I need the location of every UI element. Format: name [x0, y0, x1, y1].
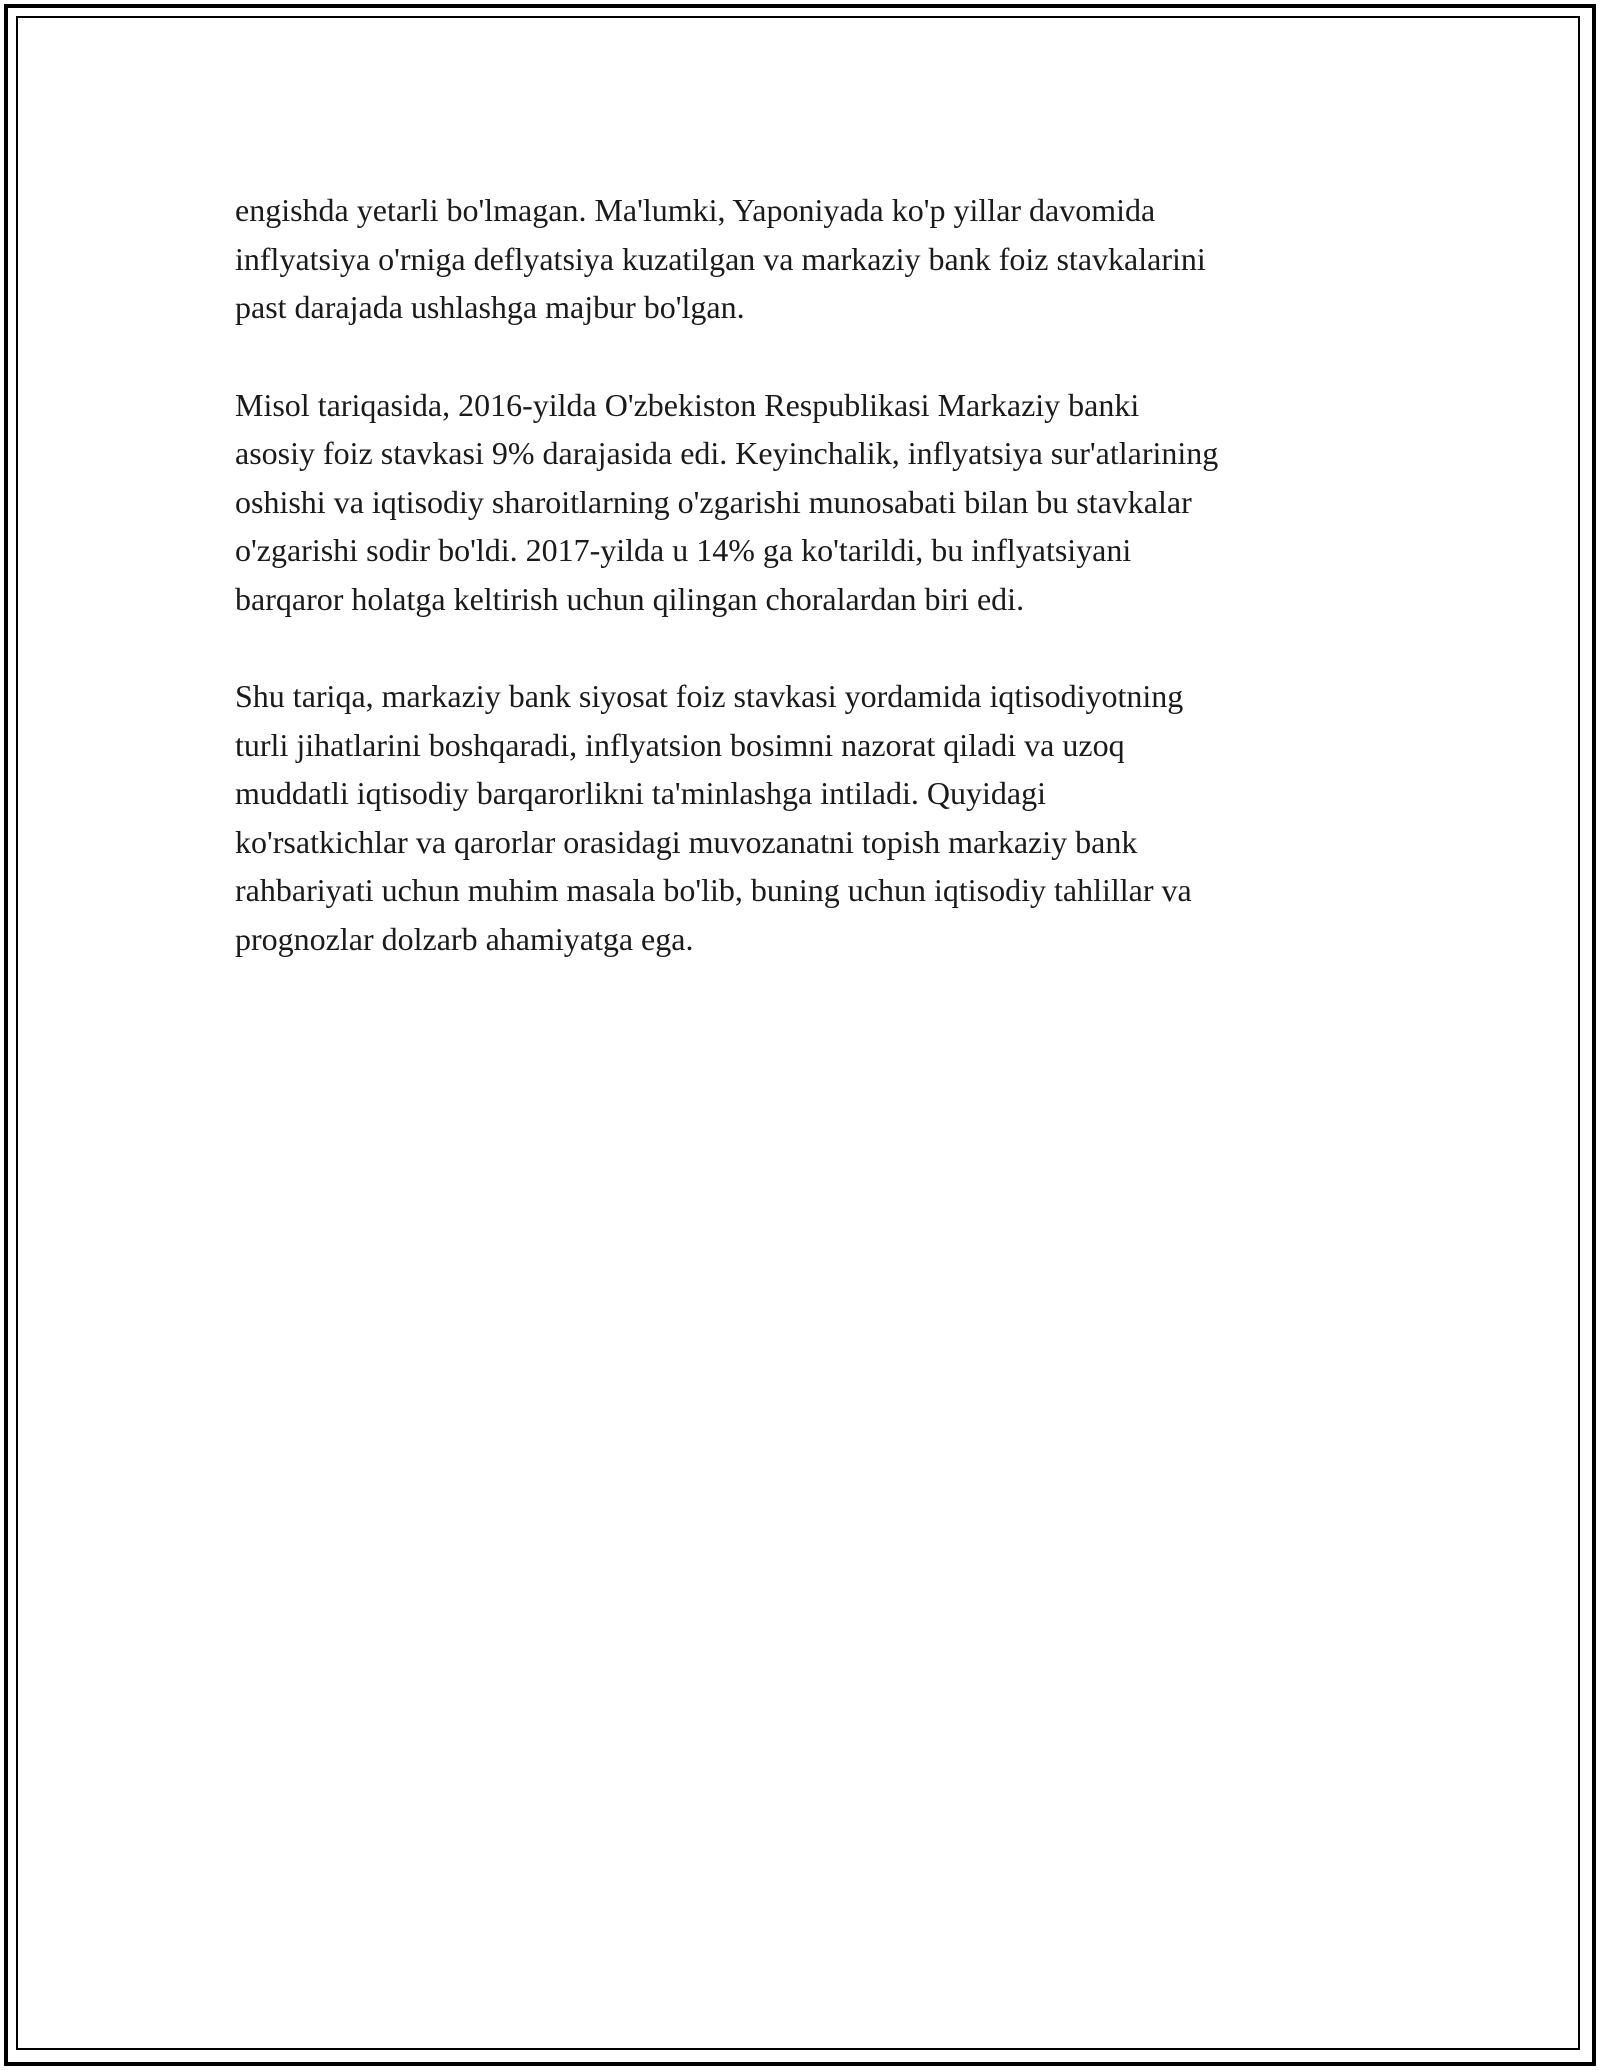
- text-line: barqaror holatga keltirish uchun qilingan choralardan biri edi.: [235, 580, 1025, 617]
- text-line: inflyatsiya o'rniga deflyatsiya kuzatilgan va markaziy bank foiz stavkalarini: [235, 240, 1206, 277]
- text-line: past darajada ushlashga majbur bo'lgan.: [235, 289, 745, 325]
- paragraph-3: [235, 672, 1375, 963]
- text-line: rahbariyati uchun muhim masala bo'lib, buning uchun iqtisodiy tahlillar va: [235, 872, 1192, 908]
- text-line: o'zgarishi sodir bo'ldi. 2017-yilda u 14% ga ko'tarildi, bu inflyatsiyani: [235, 532, 1132, 568]
- text-line: asosiy foiz stavkasi 9% darajasida edi. Keyinchalik, inflyatsiya sur'atlarining: [235, 435, 1219, 471]
- text-line: muddatli iqtisodiy barqarorlikni ta'minlashga intiladi. Quyidagi: [235, 775, 1046, 811]
- text-line: Misol tariqasida, 2016-yilda O'zbekiston Respublikasi Markaziy banki: [235, 386, 1140, 423]
- text-line: prognozlar dolzarb ahamiyatga ega.: [235, 920, 694, 957]
- document-body: [235, 186, 1375, 1012]
- paragraph-1: [235, 186, 1375, 332]
- text-line: Shu tariqa, markaziy bank siyosat foiz stavkasi yordamida iqtisodiyotning: [235, 678, 1184, 714]
- text-line: oshishi va iqtisodiy sharoitlarning o'zgarishi munosabati bilan bu stavkalar: [235, 483, 1192, 520]
- text-line: engishda yetarli bo'lmagan. Ma'lumki, Yaponiyada ko'p yillar davomida: [235, 192, 1156, 228]
- paragraph-2: [235, 381, 1375, 624]
- text-line: turli jihatlarini boshqaradi, inflyatsion bosimni nazorat qiladi va uzoq: [235, 726, 1125, 763]
- text-line: ko'rsatkichlar va qarorlar orasidagi muvozanatni topish markaziy bank: [235, 823, 1138, 860]
